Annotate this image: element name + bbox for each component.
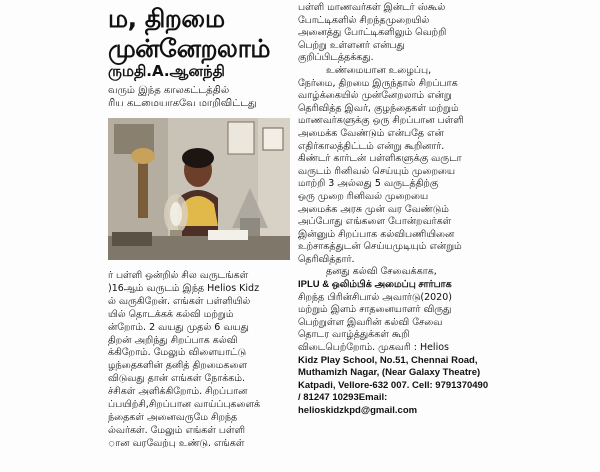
text-line: தெரிவித்தார். [298, 253, 355, 265]
text-line: இன்னும் சிறப்பாக கல்விபணியினை [298, 228, 455, 240]
text-line: ந்தைகள் அனைவருமே சிறந்த [108, 411, 238, 423]
text-line: விடைபெற்றோம். முகவரி : Helios [298, 342, 449, 354]
text-line: யில் தொடக்கக் கல்வி மற்றும் [108, 308, 234, 320]
text-line: ர் பள்ளி ஒன்றில் சில வருடங்கள் [108, 270, 249, 281]
text-line: நேர்மை, திறமை இருந்தால் சிறப்பாக [298, 77, 458, 89]
text-line: ச்சிகள் அளிக்கிறோம். சிறப்பான [108, 386, 248, 398]
text-line: மாற்றி 3 அல்லது 5 வருடத்திற்கு [298, 178, 439, 190]
text-line: பள்ளி மாணவர்கள் இன்டர் ஸ்கூல் [298, 2, 446, 13]
text-line: ல் வருகிறேன். எங்கள் பள்ளியில் [108, 295, 251, 307]
text-line: அமைக்க அரசு முன் வர வேண்டும் [298, 203, 449, 215]
text-line: அமைக்க வேண்டும் என்பதே என் [298, 127, 444, 139]
text-line: போட்டிகளில் சிறந்தமுறையில் [298, 14, 430, 26]
text-line: பெற்றுள்ள இவரின் கல்வி சேவை [298, 316, 443, 328]
text-line: தொடர வாழ்த்துக்கள் கூறி [298, 329, 410, 341]
address-line: Katpadi, Vellore-632 007. Cell: 9791370490 [298, 379, 489, 391]
text-line: ஒரு முறை ரினிவல் முறையை [298, 190, 429, 202]
text-line: ழந்தைகளின் தனித் திறமைகளை [108, 360, 248, 372]
text-line: அனைத்து போட்டிகளிலும் வெற்றி [298, 27, 447, 39]
text-line: ரிய கடமையாகவே மாறிவிட்டது [108, 98, 257, 109]
text-line: திறன் அறிந்து சிறப்பாக கல்வி [108, 334, 238, 346]
text-line: IPLU & ஒலிம்பிக் அமைப்பு சார்பாக [298, 279, 452, 291]
text-line: அப்போது எங்களை போன்றவர்கள் [298, 216, 452, 228]
headline-line: ம, திறமை [108, 4, 225, 33]
text-line: வரும் இந்த காலகட்டத்தில் [108, 85, 230, 96]
address-line: Muthamizh Nagar, (Near Galaxy Theatre) [298, 367, 481, 379]
text-line: மாணவர்களுக்கு ஒரு சிறப்பான பள்ளி [298, 115, 464, 127]
lede-text [108, 84, 290, 110]
text-line: தனது கல்வி சேவைக்காக, [326, 266, 437, 278]
headline-line: முன்னேறலாம் [108, 34, 270, 63]
text-line: தெரிவித்த இவர், குழந்தைகள் மற்றும் [298, 102, 459, 114]
text-line: ன்றோம். 2 வயது முதல் 6 வயது [108, 321, 249, 333]
right-article-column [298, 2, 494, 418]
text-line: ல்வர்கள். மேலும் எங்கள் பள்ளி [108, 424, 246, 436]
text-line: ப்பயிற்சி,சிறப்பான வாய்ப்புகளைக் [108, 399, 261, 411]
text-line: உற்சாகத்துடன் செய்யமுடியும் என்றும் [298, 241, 462, 253]
text-line: கிண்டர் கார்டன் பள்ளிகளுக்கு வருடா [298, 153, 462, 165]
text-line: விடுவது தான் எங்கள் நோக்கம். [108, 373, 246, 385]
photo-illustration [108, 118, 290, 260]
principal-photo [108, 118, 290, 260]
phone-line: / 81247 10293Email: [298, 392, 388, 404]
author-byline: ருமதி.A.ஆனந்தி [108, 62, 225, 80]
text-line: உண்மையான உழைப்பு, [326, 64, 432, 76]
text-line: குறிப்பிடத்தக்கது. [298, 52, 374, 64]
text-line: க்கிறோம். மேலும் விளையாட்டு [108, 347, 247, 359]
text-line: வாழ்க்கையில் முன்னேறலாம் என்று [298, 90, 452, 102]
email-line: helioskidzkpd@gmail.com [298, 405, 418, 416]
text-line: பெற்று உள்ளனர் என்பது [298, 39, 405, 51]
article-headline [108, 4, 278, 64]
text-line: )16ஆம் வருடம் இந்த Helios Kidz [108, 282, 260, 294]
left-article-column [108, 270, 286, 451]
text-line: ான வரவேற்பு உண்டு. எங்கள் [108, 437, 245, 449]
text-line: எதிர்காலத்திட்டம் என்று கூறினார். [298, 140, 445, 152]
text-line: சிறந்த பிரின்சிபால் அவார்டு(2020) [298, 291, 452, 303]
address-line: Kidz Play School, No.51, Chennai Road, [298, 354, 478, 366]
text-line: மற்றும் இளம் சாதனையாளர் விருது [298, 304, 452, 316]
text-line: வருடம் ரினிவல் செய்யும் முறையை [298, 165, 456, 177]
